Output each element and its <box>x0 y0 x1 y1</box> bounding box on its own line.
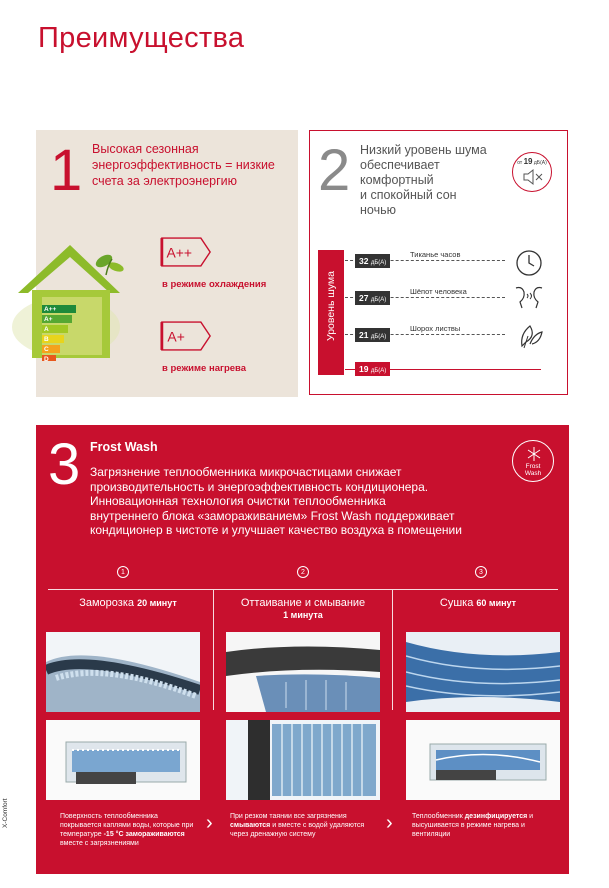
noise-label-whisper: Шёпот человека <box>410 287 467 296</box>
panel-1-number: 1 <box>50 138 83 203</box>
whisper-icon <box>512 282 546 312</box>
svg-text:A+: A+ <box>167 328 185 345</box>
noise-value-19: 19 дБ(А) <box>355 362 390 376</box>
cooling-badge-icon <box>160 236 212 268</box>
class-label-c: C <box>44 346 49 353</box>
panel-2-number: 2 <box>318 138 351 203</box>
noise-heading: Низкий уровень шума обеспечивает комфортный и спокойный сон ночью <box>360 143 487 217</box>
step-2-number: 2 <box>297 566 309 578</box>
step-separator-1 <box>213 590 214 710</box>
step-3-photo-unit <box>406 720 560 800</box>
class-label-d: D <box>44 356 49 363</box>
step-3-photo-dry <box>406 632 560 712</box>
frost-wash-heading: Frost Wash <box>90 440 158 454</box>
noise-value-27: 27 дБ(А) <box>355 291 390 305</box>
step-1-title: Заморозка 20 минут <box>79 597 177 609</box>
noise-axis-label: Уровень шума <box>325 271 337 341</box>
step-2-photo-drain <box>226 720 380 800</box>
clock-icon <box>514 248 544 278</box>
frost-wash-icon: Frost Wash <box>512 440 554 482</box>
step-1-photo-freeze <box>46 632 200 712</box>
energy-house-illustration <box>8 235 134 365</box>
step-3-description: Теплообменник дезинфицируется и высушивается в режиме нагрева и вентиляции <box>412 813 534 838</box>
cooling-label: в режиме охлаждения <box>162 279 267 290</box>
chevron-right-icon: › <box>206 812 213 834</box>
steps-divider <box>48 589 558 590</box>
step-separator-2 <box>392 590 393 710</box>
step-1-description: Поверхность теплообменника покрывается каплями воды, которые при температуре -15 °C замораживаются вместе с загрязнениями <box>60 813 194 847</box>
brand-side-label: X-Comfort <box>2 798 9 828</box>
energy-heading: Высокая сезонная энергоэффективность = низкие счета за электроэнергию <box>92 142 275 188</box>
step-3-title: Сушка 60 минут <box>439 597 517 609</box>
heating-label: в режиме нагрева <box>162 363 247 374</box>
leaves-icon <box>94 252 125 275</box>
chevron-right-icon: › <box>386 812 393 834</box>
noise-value-21: 21 дБ(А) <box>355 328 390 342</box>
panel-3-number: 3 <box>48 432 81 497</box>
quiet-speaker-icon: от 19 дБ(А) <box>512 152 552 192</box>
class-label-a-plus-plus: A++ <box>44 306 57 313</box>
step-3-number: 3 <box>475 566 487 578</box>
svg-text:A++: A++ <box>166 244 193 261</box>
class-label-a: A <box>44 326 49 333</box>
frost-wash-description: Загрязнение теплообменника микрочастицами снижает производительность и энергоэффективность кондиционера. Инновационная технология очистки теплообменника внутреннего блока «замораживанием» Frost Wash поддерживает кондиционер в чистоте и улучшает качество воздуха в помещении <box>90 465 462 537</box>
step-2-description: При резком таянии все загрязнения смываются и вместе с водой удаляются через дренажную систему <box>230 813 365 838</box>
leaf-icon <box>514 318 544 350</box>
step-1-number: 1 <box>117 566 129 578</box>
heating-badge-icon <box>160 320 212 352</box>
class-label-b: B <box>44 336 49 343</box>
noise-label-leaves: Шорох листвы <box>410 324 461 333</box>
noise-label-clock: Тиканье часов <box>410 250 461 259</box>
step-1-photo-unit <box>46 720 200 800</box>
page-title: Преимущества <box>38 22 245 54</box>
noise-value-32: 32 дБ(А) <box>355 254 390 268</box>
class-label-a-plus: A+ <box>44 316 53 323</box>
step-2-photo-thaw <box>226 632 380 712</box>
step-2-title: Оттаивание и смывание 1 минута <box>240 597 366 620</box>
